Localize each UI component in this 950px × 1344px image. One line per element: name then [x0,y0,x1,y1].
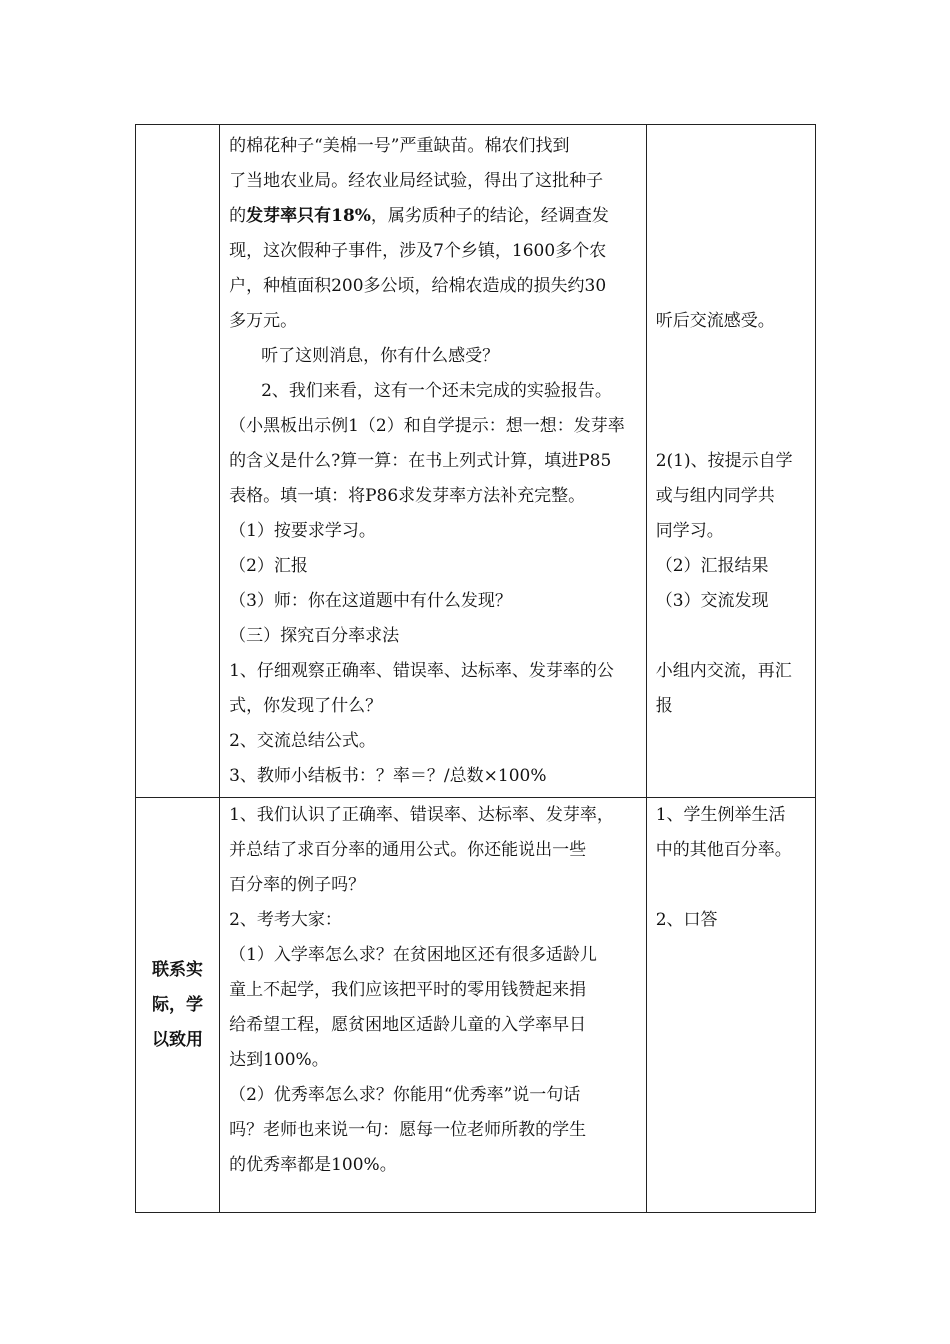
text-line: 2、考考大家： [229,910,342,930]
bold-text: 发芽率只有18% [246,206,371,226]
text-line: （2）优秀率怎么求？你能用“优秀率”说一句话 [229,1085,581,1105]
text-line: 听了这则消息，你有什么感受？ [261,346,500,366]
text-line: 的含义是什么?算一算：在书上列式计算，填进P85 [229,451,612,471]
text-line: 童上不起学，我们应该把平时的零用钱赞起来捐 [229,980,587,1000]
text-span: 的 [229,206,247,226]
text-line: 1、我们认识了正确率、错误率、达标率、发芽率， [229,805,614,825]
text-line: （三）探究百分率求法 [229,626,400,646]
text-line: 或与组内同学共 [655,486,775,506]
text-line: 2(1)、按提示自学 [655,451,793,471]
section-label-cell [136,125,220,798]
table-row [136,125,816,798]
text-line: 报 [655,696,673,716]
text-line: 给希望工程，愿贫困地区适龄儿童的入学率早日 [229,1015,587,1035]
text-line: 现，这次假种子事件，涉及7个乡镇，1600多个农 [229,241,607,261]
text-line: 百分率的例子吗？ [229,875,366,895]
table-row [136,798,816,1213]
teacher-activity-cell [220,798,647,1213]
text-line: 吗？老师也来说一句：愿每一位老师所教的学生 [229,1120,587,1140]
text-line: 多万元。 [229,311,298,331]
teacher-activity-cell [220,125,647,798]
text-line: 同学习。 [655,521,724,541]
student-activity-cell [646,125,815,798]
text-line: 2、口答 [655,910,718,930]
text-line: （2）汇报结果 [655,556,769,576]
text-span: ，属劣质种子的结论，经调查发 [370,206,609,226]
section-label-line: 联系实 [152,959,204,980]
text-line: （1）入学率怎么求？在贫困地区还有很多适龄儿 [229,945,597,965]
text-line: 听后交流感受。 [655,311,775,331]
text-line: 表格。填一填：将P86求发芽率方法补充完整。 [229,486,586,506]
text-line: 的优秀率都是100%。 [229,1155,397,1175]
text-line: 了当地农业局。经农业局经试验，得出了这批种子 [229,171,604,191]
text-line: 小组内交流，再汇 [655,661,792,681]
text-line: 的棉花种子“美棉一号”严重缺苗。棉农们找到 [229,136,570,156]
text-line: 中的其他百分率。 [655,840,792,860]
lesson-plan-table [135,124,816,1213]
section-label-line: 以致用 [152,1029,204,1050]
text-line: 2、我们来看，这有一个还未完成的实验报告。 [261,381,612,401]
text-line: （1）按要求学习。 [229,521,376,541]
section-label-line: 际，学 [152,994,204,1015]
text-line: （2）汇报 [229,556,308,576]
text-line: 1、学生例举生活 [655,805,786,825]
text-line: 达到100%。 [229,1050,329,1070]
text-line: 户，种植面积200多公顷，给棉农造成的损失约30 [229,276,607,296]
text-line: 并总结了求百分率的通用公式。你还能说出一些 [229,840,587,860]
text-line [220,199,646,234]
student-activity-cell [646,798,815,1213]
text-line: 3、教师小结板书：？率＝？/总数×100% [229,766,547,786]
text-line: 1、仔细观察正确率、错误率、达标率、发芽率的公 [229,661,614,681]
text-line: （小黑板出示例1（2）和自学提示：想一想：发芽率 [229,416,625,436]
text-line: 式，你发现了什么？ [229,696,383,716]
text-line: 2、交流总结公式。 [229,731,376,751]
section-label-cell [136,798,220,1213]
text-line: （3）师：你在这道题中有什么发现？ [229,591,512,611]
text-line: （3）交流发现 [655,591,769,611]
